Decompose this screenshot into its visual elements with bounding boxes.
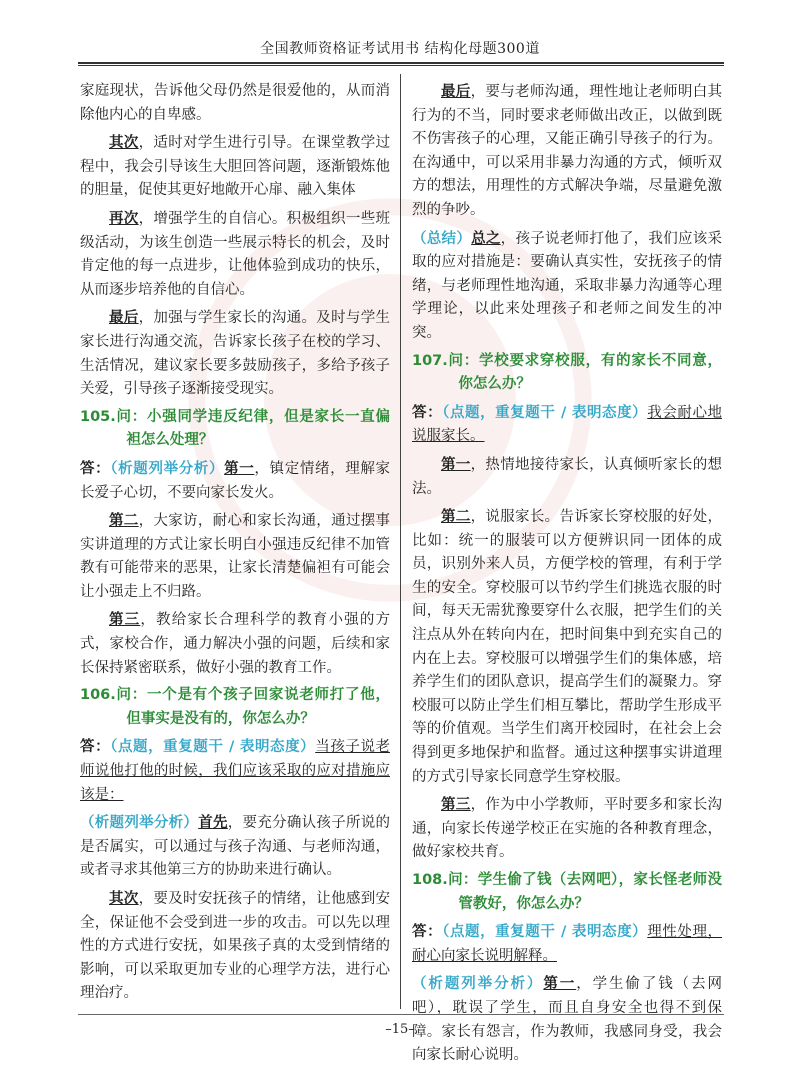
- answer-tag: （总结）: [412, 230, 472, 247]
- answer-tag: （点题，重复题干 / 表明态度）: [110, 739, 316, 756]
- keyword: 最后: [109, 309, 139, 327]
- keyword: 其次: [109, 890, 139, 907]
- answer-label: 答：: [80, 459, 111, 477]
- answer-tag: （点题，重复题干 / 表明态度）: [442, 924, 648, 941]
- paragraph: [80, 131, 390, 203]
- paragraph-text: ，孩子说老师打他了，我们应该采取的应对措施是：要确认真实性，安抚孩子的情绪，与老师理性地沟通，采取非暴力沟通等心理学理论，以此来处理孩子和老师之间发生的冲突。: [412, 230, 723, 341]
- footer-rule: [78, 1014, 724, 1015]
- paragraph-text: ，要及时安抚孩子的情绪，让他感到安全，保证他不会受到进一步的攻击。可以先以理性的方式进行安抚，如果孩子真的太受到情绪的影响，可以采取更加专业的心理学方法，进行心理治疗。: [80, 891, 391, 1002]
- keyword: 第三: [109, 611, 141, 629]
- right-column: [412, 80, 722, 1072]
- keyword: 第三: [441, 796, 471, 814]
- question-107: 107.问：学校要求穿校服，有的家长不同意，你怎么办？: [412, 352, 722, 393]
- paragraph-text: ，适时对学生进行引导。在课堂教学过程中，我会引导该生大胆回答问题，逐渐锻炼他的胆量，促使其更好地敞开心扉、融入集体: [80, 135, 391, 199]
- keyword: 第一: [441, 455, 471, 473]
- paragraph-text: ，加强与学生家长的沟通。及时与学生家长进行沟通交流，告诉家长孩子在校的学习、生活情况，建议家长要多鼓励孩子，多给予孩子关爱，引导孩子逐渐接受现实。: [80, 310, 391, 398]
- answer-tag: （点题，重复题干 / 表明态度）: [442, 404, 648, 421]
- paragraph: 家庭现状，告诉他父母仍然是很爱他的，从而消除他内心的自卑感。: [80, 83, 390, 123]
- answer-108: [412, 920, 722, 968]
- paragraph-text: ，学生偷了钱（去网吧），耽误了学生，而且自身安全也得不到保障。家长有怨言，作为教师，我感同身受，我会向家长耐心说明。: [412, 976, 723, 1064]
- question-106: 106.问：一个是有个孩子回家说老师打了他，但事实是没有的，你怎么办？: [80, 687, 390, 727]
- keyword: 再次: [109, 209, 139, 227]
- paragraph: [412, 505, 722, 789]
- answer-label: 答：: [80, 738, 111, 756]
- paragraph: [80, 509, 390, 604]
- question-108: 108.问：学生偷了钱（去网吧），家长怪老师没管教好，你怎么办？: [412, 872, 722, 912]
- answer-107: [412, 401, 722, 449]
- keyword: 首先: [198, 814, 228, 832]
- paragraph: [412, 227, 722, 346]
- keyword: 其次: [109, 134, 139, 152]
- paragraph: [80, 207, 390, 302]
- paragraph: [412, 972, 722, 1067]
- paragraph-text: ，要充分确认孩子所说的是否属实，可以通过与孩子沟通、与老师沟通，或者寻求其他第三方的协助来进行确认。: [80, 815, 391, 879]
- answer-label: 答：: [412, 403, 443, 421]
- keyword: 总之: [471, 229, 501, 247]
- page-header: 全国教师资格证考试用书 结构化母题300道: [260, 41, 540, 57]
- paragraph-text: ，教给家长合理科学的教育小强的方式，家校合作，通力解决小强的问题，后续和家长保持紧密联系，做好小强的教育工作。: [80, 612, 391, 676]
- answer-105: [80, 457, 390, 505]
- paragraph-text: ，说服家长。告诉家长穿校服的好处，比如：统一的服装可以方便辨识同一团体的成员，识别外来人员，方便学校的管理，有利于学生的安全。穿校服可以节约学生们挑选衣服的时间，每天无需犹豫要穿什么衣服，把学生们的关注点从外在转向内在，把时间集中到充实自己的内在上去。穿校服可以增强学生们的集体感，培养学生们的团队意识，提高学生们的凝聚力。穿校服可以防止学生们相互攀比，帮助学生形成平等的价值观。当学生们离开校园时，在社会上会得到更多地保护和监督。通过这种摆事实讲道理的方式引导家长同意学生穿校服。: [412, 509, 723, 785]
- paragraph-text: ，要与老师沟通，理性地让老师明白其行为的不当，同时要求老师做出改正，以做到既不伤害孩子的心理，又能正确引导孩子的行为。在沟通中，可以采用非暴力沟通的方式，倾听双方的想法，用理性的方式解决争端，尽量避免激烈的争吵。: [412, 84, 723, 218]
- answer-tag: （析题列举分析）: [110, 460, 225, 477]
- question-105: 105.问：小强同学违反纪律，但是家长一直偏袒怎么处理？: [80, 408, 390, 449]
- paragraph-text: ，热情地接待家长，认真倾听家长的想法。: [412, 456, 723, 497]
- paragraph: [412, 793, 722, 865]
- header-rule: [78, 62, 724, 64]
- paragraph-text: 当孩子说老师说他打他的时候，我们应该采取的应对措施应该是：: [80, 739, 391, 803]
- answer-tag: （析题列举分析）: [80, 815, 199, 832]
- paragraph: [80, 811, 390, 883]
- paragraph: [80, 306, 390, 401]
- paragraph: [412, 453, 722, 501]
- keyword: 最后: [441, 83, 471, 100]
- paragraph: [80, 887, 390, 1006]
- header-rule-thin: [78, 65, 724, 66]
- left-column: [80, 80, 390, 1010]
- paragraph-text: ，大家访，耐心和家长沟通，通过摆事实讲道理的方式让家长明白小强违反纪律不加管教有可能带来的恶果，让家长清楚偏袒有可能会让小强走上不归路。: [80, 513, 391, 600]
- paragraph-text: 我会耐心地说服家长。: [412, 404, 723, 445]
- keyword: 第一: [224, 459, 255, 477]
- keyword: 第二: [109, 512, 139, 530]
- paragraph-text: ，增强学生的自信心。积极组织一些班级活动，为该生创造一些展示特长的机会，及时肯定他的每一点进步，让他体验到成功的快乐，从而逐步培养他的自信心。: [80, 210, 391, 298]
- page-number: –15–: [385, 1022, 415, 1037]
- column-divider: [400, 74, 401, 1009]
- answer-106: [80, 735, 390, 807]
- keyword: 第一: [543, 975, 577, 993]
- answer-tag: （析题列举分析）: [412, 976, 544, 993]
- answer-label: 答：: [412, 923, 443, 941]
- paragraph: [80, 608, 390, 680]
- paragraph: [412, 80, 722, 223]
- keyword: 第二: [441, 508, 471, 526]
- paragraph-text: 理性处理，耐心向家长说明解释。: [412, 924, 723, 964]
- paragraph-text: ，镇定情绪，理解家长爱子心切，不要向家长发火。: [80, 460, 391, 501]
- paragraph-text: ，作为中小学教师，平时要多和家长沟通，向家长传递学校正在实施的各种教育理念，做好家校共育。: [412, 797, 723, 861]
